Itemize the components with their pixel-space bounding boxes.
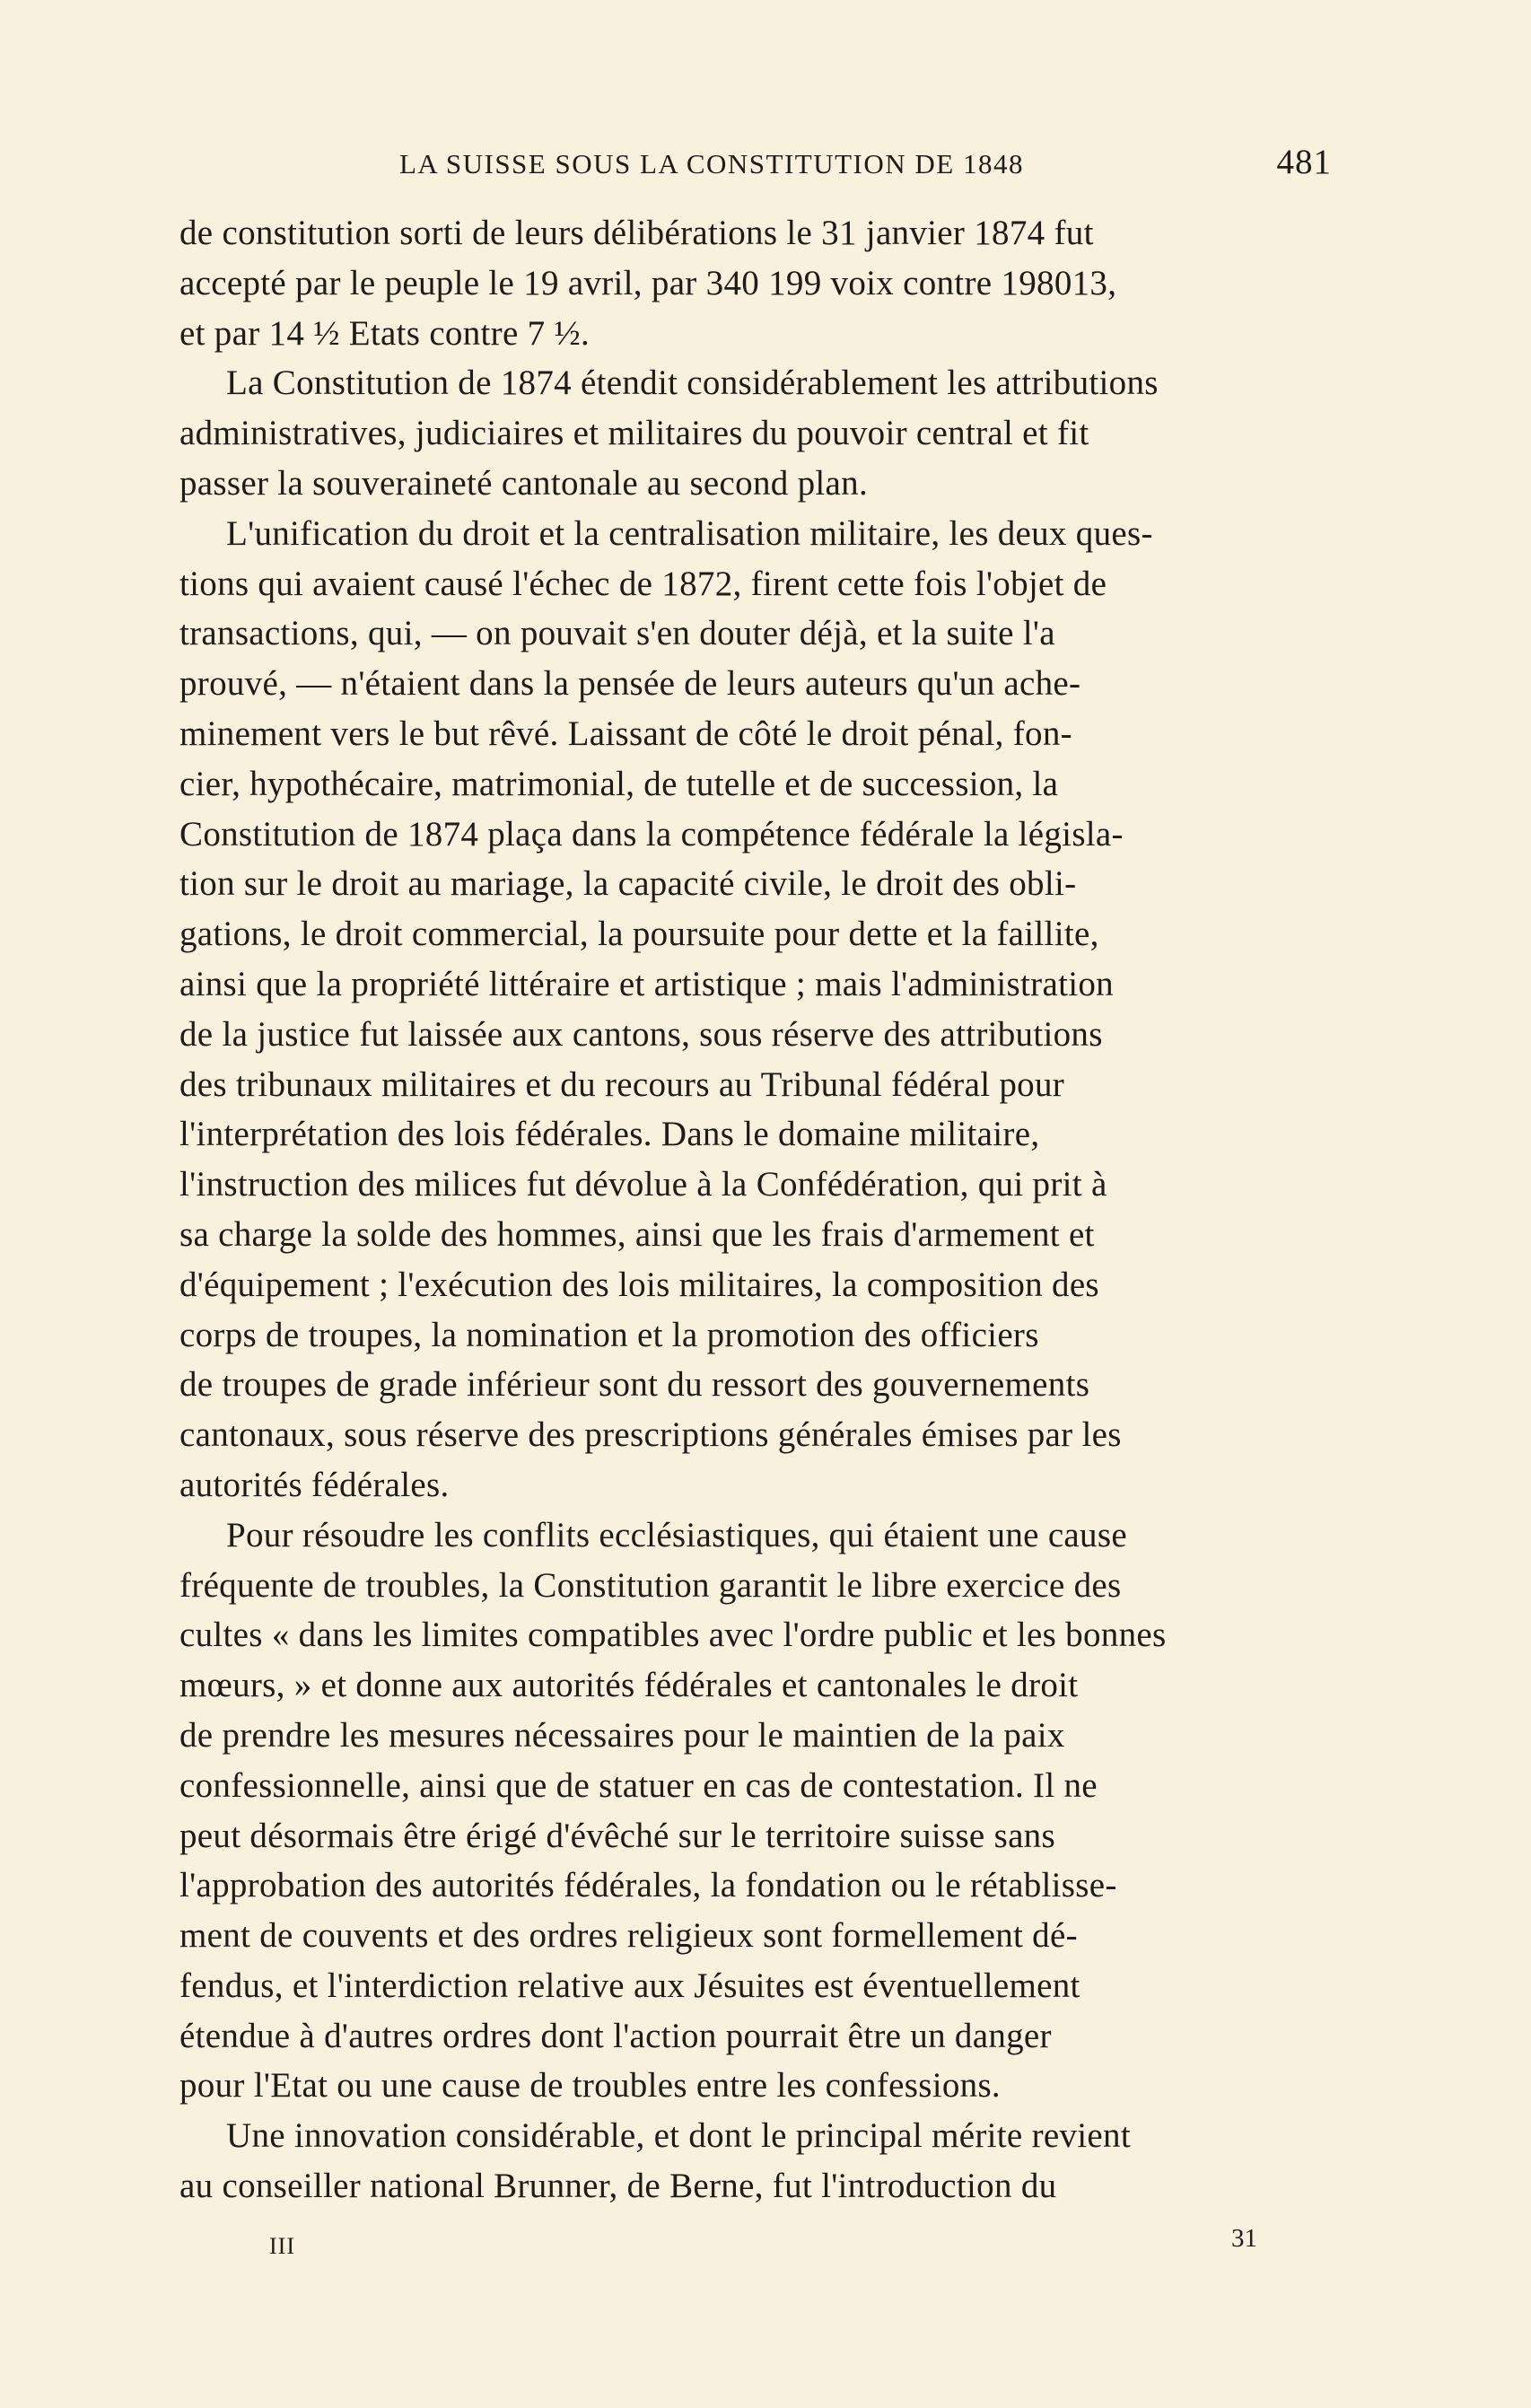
signature-mark: III (269, 2233, 295, 2259)
text-line: l'approbation des autorités fédérales, la fondation ou le rétablisse- (179, 1866, 1117, 1905)
text-line: cantonaux, sous réserve des prescriptions générales émises par les (179, 1415, 1122, 1455)
text-line: de la justice fut laissée aux cantons, sous réserve des attributions (179, 1014, 1103, 1054)
text-line: fendus, et l'interdiction relative aux Jésuites est éventuellement (179, 1966, 1080, 2005)
body-text (179, 208, 1332, 2211)
text-line: administratives, judiciaires et militaires du pouvoir central et fit (179, 414, 1089, 453)
text-line: mœurs, » et donne aux autorités fédérales et cantonales le droit (179, 1666, 1079, 1705)
text-line: accepté par le peuple le 19 avril, par 340 199 voix contre 198013, (179, 263, 1117, 302)
text-line: tion sur le droit au mariage, la capacité civile, le droit des obli- (179, 864, 1077, 904)
text-line: Constitution de 1874 plaça dans la compétence fédérale la législa- (179, 814, 1124, 854)
text-line: de troupes de grade inférieur sont du ressort des gouvernements (179, 1365, 1090, 1405)
text-line: étendue à d'autres ordres dont l'action pourrait être un danger (179, 2016, 1052, 2055)
paragraph-start-line: L'unification du droit et la centralisation militaire, les deux ques- (226, 513, 1153, 553)
text-line: de constitution sorti de leurs délibérations le 31 janvier 1874 fut (179, 214, 1094, 252)
text-line: passer la souveraineté cantonale au second plan. (179, 463, 868, 503)
text-line: et par 14 ½ Etats contre 7 ½. (179, 313, 591, 353)
text-line: sa charge la solde des hommes, ainsi que les frais d'armement et (179, 1214, 1095, 1254)
text-line: fréquente de troubles, la Constitution garantit le libre exercice des (179, 1565, 1122, 1605)
paragraph-start-line: Une innovation considérable, et dont le principal mérite revient (226, 2116, 1131, 2156)
text-line: cier, hypothécaire, matrimonial, de tutelle et de succession, la (179, 764, 1059, 803)
paragraph-start-line: La Constitution de 1874 étendit considérablement les attributions (226, 363, 1159, 403)
text-line: gations, le droit commercial, la poursuite pour dette et la faillite, (179, 915, 1099, 954)
text-line: pour l'Etat ou une cause de troubles entre les confessions. (179, 2066, 1001, 2106)
text-line: d'équipement ; l'exécution des lois militaires, la composition des (179, 1265, 1099, 1304)
sheet-number: 31 (1231, 2224, 1257, 2253)
text-line: l'interprétation des lois fédérales. Dans le domaine militaire, (179, 1115, 1040, 1154)
text-line: ainsi que la propriété littéraire et artistique ; mais l'administration (179, 964, 1114, 1003)
text-line: autorités fédérales. (179, 1465, 450, 1504)
running-title: LA SUISSE SOUS LA CONSTITUTION DE 1848 (399, 148, 1024, 180)
text-line: des tribunaux militaires et du recours au Tribunal fédéral pour (179, 1064, 1065, 1104)
page-number: 481 (1276, 143, 1332, 181)
text-line: tions qui avaient causé l'échec de 1872, firent cette fois l'objet de (179, 564, 1107, 603)
text-line: confessionnelle, ainsi que de statuer en cas de contestation. Il ne (179, 1765, 1098, 1805)
text-line: ment de couvents et des ordres religieux sont formellement dé- (179, 1916, 1078, 1956)
text-line: l'instruction des milices fut dévolue à la Confédération, qui prit à (179, 1165, 1107, 1204)
text-line: corps de troupes, la nomination et la promotion des officiers (179, 1315, 1039, 1354)
text-line: transactions, qui, — on pouvait s'en douter déjà, et la suite l'a (179, 614, 1055, 653)
text-line: au conseiller national Brunner, de Berne, fut l'introduction du (179, 2167, 1057, 2206)
running-head (179, 142, 1332, 185)
text-line: de prendre les mesures nécessaires pour le maintien de la paix (179, 1715, 1065, 1755)
text-line: minement vers le but rêvé. Laissant de côté le droit pénal, fon- (179, 714, 1072, 753)
text-line: peut désormais être érigé d'évêché sur le territoire suisse sans (179, 1816, 1055, 1855)
paragraph-start-line: Pour résoudre les conflits ecclésiastiques, qui étaient une cause (226, 1515, 1127, 1554)
text-line: prouvé, — n'étaient dans la pensée de leurs auteurs qu'un ache- (179, 664, 1081, 704)
text-line: cultes « dans les limites compatibles avec l'ordre public et les bonnes (179, 1616, 1167, 1655)
